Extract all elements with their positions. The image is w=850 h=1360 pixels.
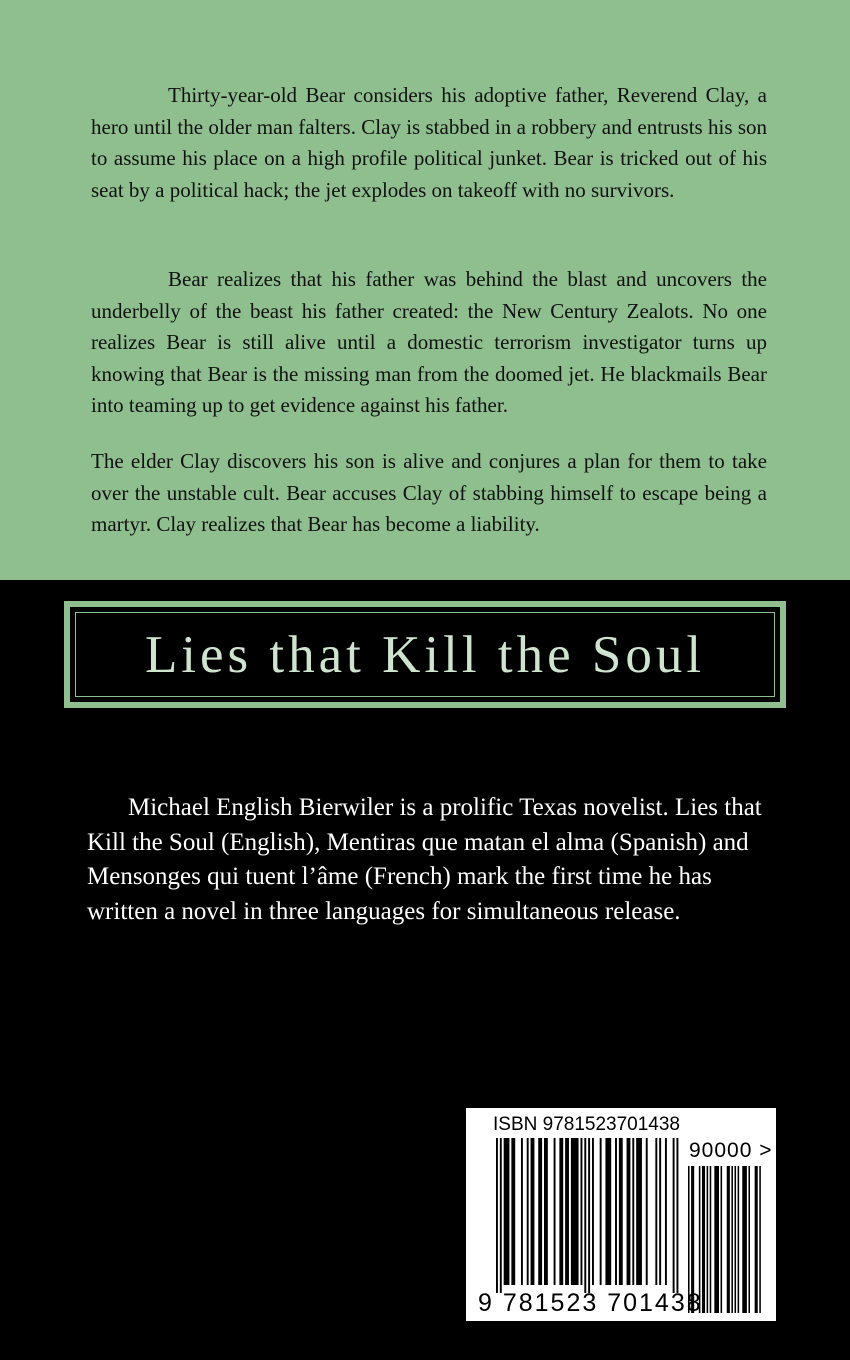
synopsis-paragraph-2: Bear realizes that his father was behind the blast and uncovers the underbelly of the beast his father created: the New Century Zealots. No one realizes Bear is still alive until a domestic terrorism investigator turns up knowing that Bear is the missing man from the doomed jet. He blackmails Bear into teaming up to get evidence against his father. xyxy=(91,267,767,417)
ean-bar xyxy=(636,1138,642,1285)
ean-bar xyxy=(538,1138,542,1285)
ean-bar xyxy=(500,1138,502,1293)
ean-bar xyxy=(554,1138,556,1285)
price-code: 90000 > xyxy=(689,1139,773,1162)
ean-bar xyxy=(544,1138,548,1285)
addon-bar xyxy=(731,1166,733,1313)
addon-bar xyxy=(727,1166,730,1313)
isbn-barcode xyxy=(466,1108,776,1321)
synopsis-paragraph-1: Thirty-year-old Bear considers his adoptive father, Reverend Clay, a hero until the older man falters. Clay is stabbed in a robbery and entrusts his son to assume his place on a high profile political junket. Bear is tricked out of his seat by a political hack; the jet explodes on takeoff with no survivors. xyxy=(91,83,767,202)
ean-bar xyxy=(571,1138,579,1285)
ean-bar xyxy=(600,1138,602,1285)
ean-bar xyxy=(580,1138,582,1285)
addon-bar xyxy=(742,1166,747,1313)
addon-bar xyxy=(735,1166,737,1313)
ean-bar xyxy=(665,1138,667,1285)
addon-bar xyxy=(710,1166,712,1313)
addon-bar xyxy=(759,1166,761,1313)
ean-bar xyxy=(496,1138,498,1293)
addon-bar xyxy=(707,1166,709,1313)
author-bio: Michael English Bierwiler is a prolific Texas novelist. Lies that Kill the Soul (English), Mentiras que matan el alma (Spanish) and Mensonges qui tuent l’âme (French) mark the first time he has written a novel in three languages for simultaneous release. xyxy=(87,794,762,925)
ean-bar xyxy=(627,1138,631,1285)
ean-bar xyxy=(659,1138,661,1285)
ean-bar xyxy=(559,1138,563,1285)
addon-bar xyxy=(738,1166,740,1313)
addon-bar xyxy=(721,1166,723,1313)
title-frame xyxy=(64,601,786,708)
ean-bar xyxy=(511,1138,515,1285)
ean-bar xyxy=(632,1138,634,1285)
ean-bar xyxy=(531,1138,535,1285)
ean-bar xyxy=(592,1138,594,1285)
isbn-label: ISBN 9781523701438 xyxy=(493,1114,680,1135)
ean-bar xyxy=(584,1138,586,1293)
ean-bar xyxy=(527,1138,529,1285)
ean-bar xyxy=(655,1138,657,1285)
barcode-digits: 9 781523 701438 xyxy=(478,1289,703,1317)
ean-bar xyxy=(646,1138,648,1285)
ean-bar xyxy=(605,1138,611,1285)
ean-bar xyxy=(504,1138,510,1285)
ean-bar xyxy=(676,1138,678,1293)
ean-bar xyxy=(673,1138,675,1293)
ean-bar xyxy=(565,1138,569,1285)
book-title: Lies that Kill the Soul xyxy=(144,626,706,684)
ean-bar xyxy=(615,1138,617,1285)
synopsis-paragraph-3: The elder Clay discovers his son is alive and conjures a plan for them to take over the unstable cult. Bear accuses Clay of stabbing himself to escape being a martyr. Clay realizes that Bear has become a liability. xyxy=(91,449,767,536)
ean-bar xyxy=(619,1138,623,1285)
addon-bar xyxy=(714,1166,719,1313)
ean-bar xyxy=(588,1138,590,1293)
synopsis-panel xyxy=(0,0,850,580)
ean-bar xyxy=(521,1138,523,1285)
addon-bar xyxy=(755,1166,758,1313)
addon-bar xyxy=(748,1166,750,1313)
